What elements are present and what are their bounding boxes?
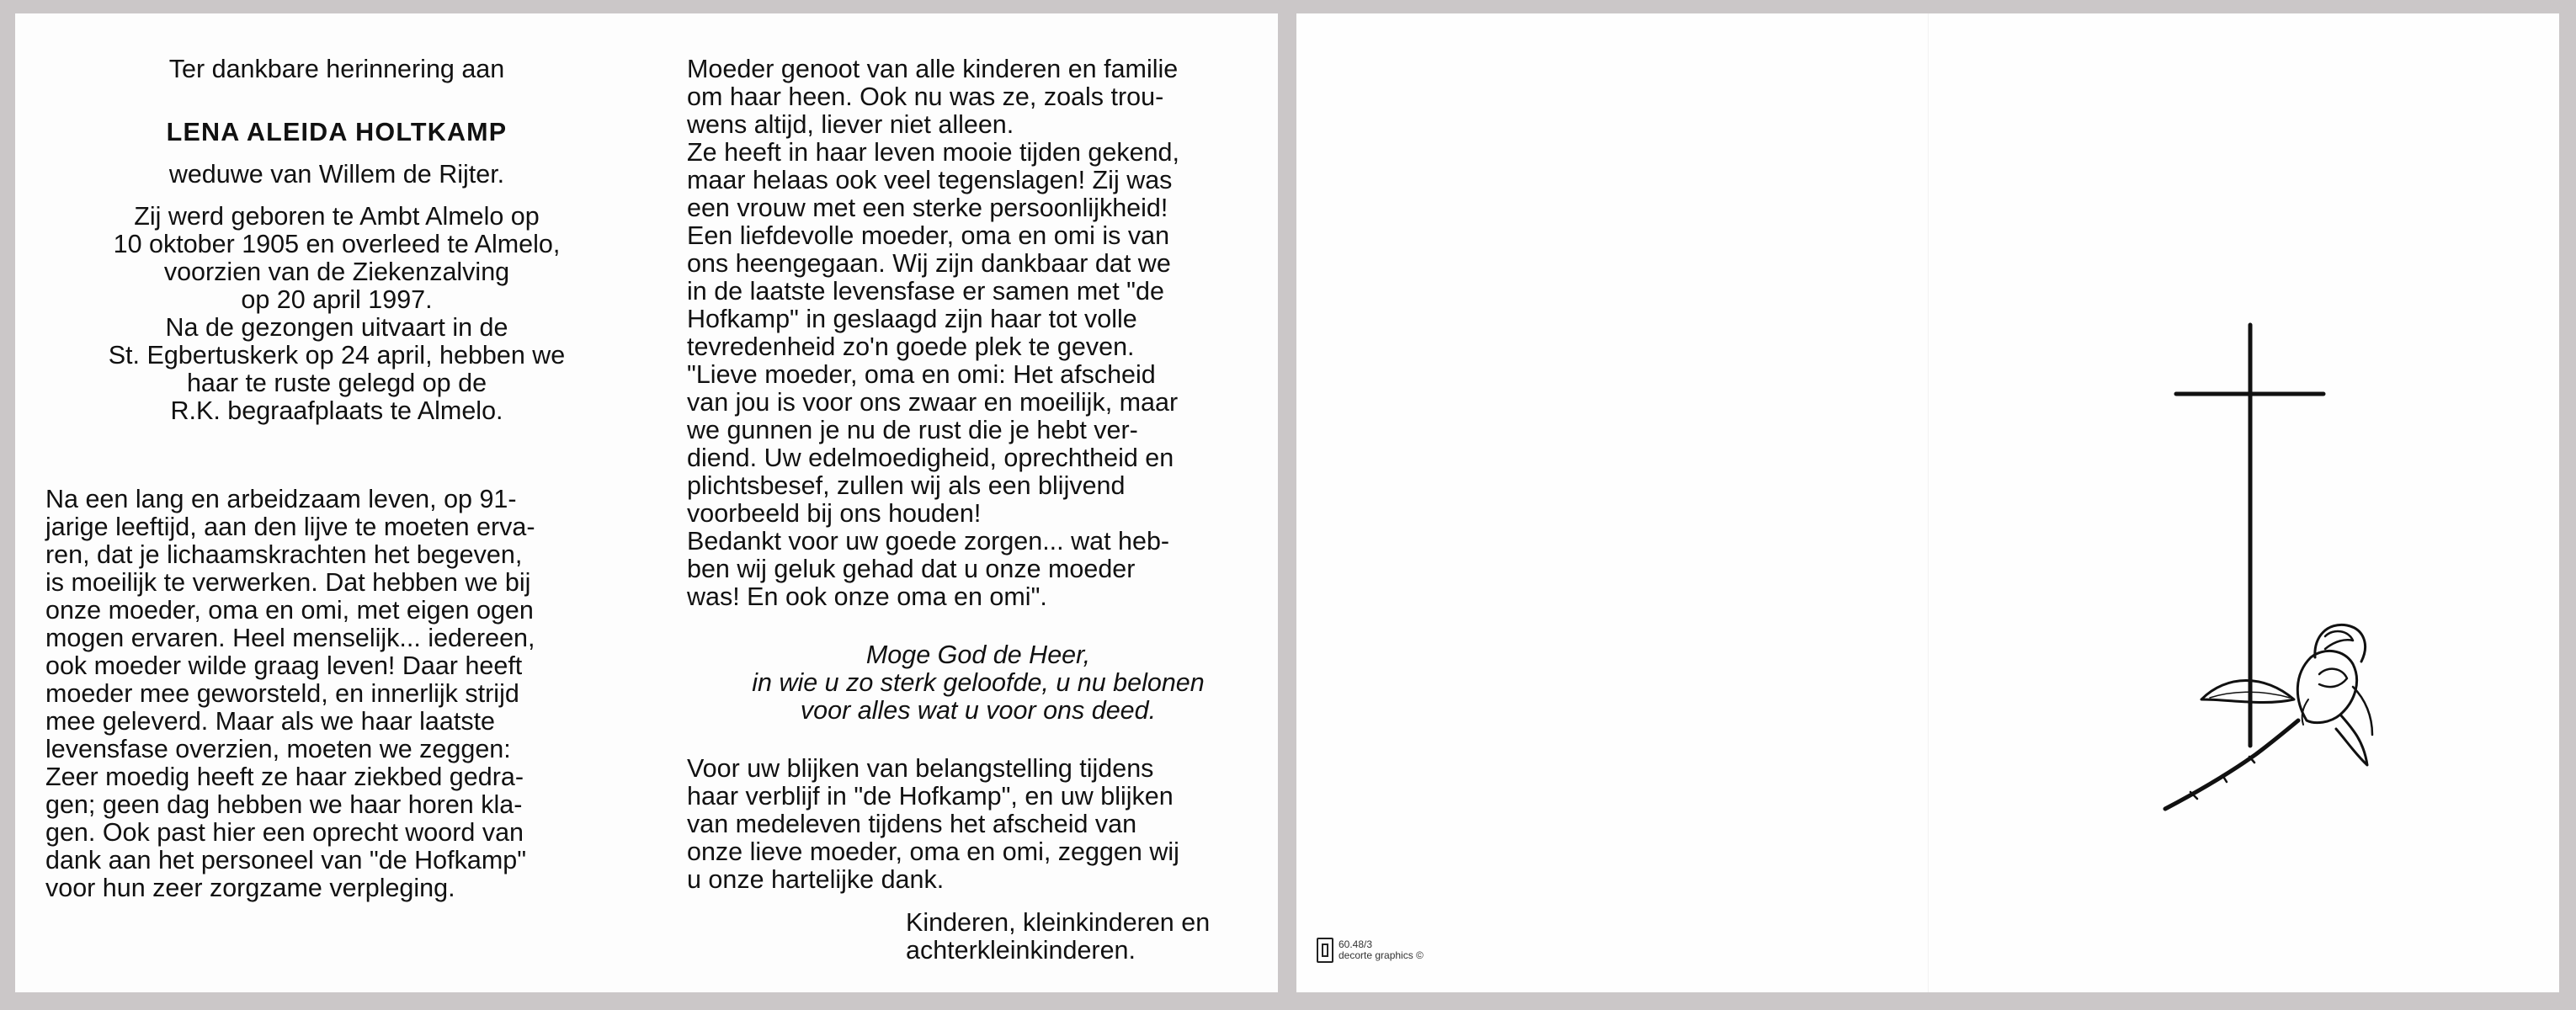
- prayer-line: Moge God de Heer,: [865, 641, 1091, 669]
- widow-line: weduwe van Willem de Rijter.: [168, 160, 505, 189]
- thanks-line: onze lieve moeder, oma en omi, zeggen wij: [687, 837, 1179, 866]
- prayer-line: voor alles wat u voor ons deed.: [800, 696, 1157, 725]
- story-line: Na een lang en arbeidzaam leven, op 91-: [45, 485, 517, 513]
- tribute-line: voorbeeld bij ons houden!: [687, 499, 982, 528]
- story-line: gen; geen dag hebben we haar horen kla-: [45, 790, 523, 819]
- story-line: ook moeder wilde graag leven! Daar heeft: [45, 651, 523, 680]
- left-text-column: [45, 56, 628, 902]
- birth-line: 10 oktober 1905 en overleed te Almelo,: [113, 230, 561, 258]
- card-inside-spread: [15, 13, 1278, 992]
- story-line: ren, dat je lichaamskrachten het begeven,: [45, 540, 523, 569]
- thanks-paragraph: [687, 755, 1269, 894]
- tribute-line: wens altijd, liever niet alleen.: [687, 110, 1014, 139]
- tribute-line: "Lieve moeder, oma en omi: Het afscheid: [687, 360, 1156, 389]
- story-line: gen. Ook past hier een oprecht woord van: [45, 818, 524, 847]
- fold-crease: [1928, 13, 1929, 992]
- publisher-code: 60.48/3: [1339, 938, 1373, 950]
- thanks-line: haar verblijf in "de Hofkamp", en uw blijken: [687, 782, 1174, 811]
- deceased-name: LENA ALEIDA HOLTKAMP: [166, 118, 508, 146]
- prayer-block: [687, 641, 1269, 725]
- tribute-line: om haar heen. Ook nu was ze, zoals trou-: [687, 82, 1164, 111]
- publisher-imprint: [1317, 938, 1424, 963]
- tribute-line: was! En ook onze oma en omi".: [687, 582, 1047, 611]
- thanks-line: u onze hartelijke dank.: [687, 865, 945, 894]
- story-line: Zeer moedig heeft ze haar ziekbed gedra-: [45, 763, 524, 791]
- funeral-line: R.K. begraafplaats te Almelo.: [170, 396, 503, 425]
- tribute-line: Ze heeft in haar leven mooie tijden gekend,: [687, 138, 1179, 167]
- tribute-line: maar helaas ook veel tegenslagen! Zij was: [687, 166, 1173, 194]
- tribute-paragraph: [687, 56, 1269, 611]
- tribute-line: Moeder genoot van alle kinderen en familie: [687, 55, 1179, 83]
- tribute-line: een vrouw met een sterke persoonlijkheid!: [687, 194, 1168, 222]
- story-line: voor hun zeer zorgzame verpleging.: [45, 874, 455, 902]
- story-line: is moeilijk te verwerken. Dat hebben we bij: [45, 568, 531, 597]
- tribute-line: Een liefdevolle moeder, oma en omi is van: [687, 221, 1170, 250]
- birth-death-block: [45, 203, 628, 425]
- cross-with-rose-icon: [2147, 304, 2382, 817]
- story-line: dank aan het personeel van "de Hofkamp": [45, 846, 527, 874]
- story-line: levensfase overzien, moeten we zeggen:: [45, 735, 511, 763]
- birth-line: Zij werd geboren te Ambt Almelo op: [134, 202, 540, 231]
- story-line: onze moeder, oma en omi, met eigen ogen: [45, 596, 534, 625]
- publisher-logo-icon: [1317, 938, 1333, 963]
- tribute-line: Hofkamp" in geslaagd zijn haar tot volle: [687, 305, 1137, 333]
- signature-block: [687, 909, 1269, 965]
- prayer-line: in wie u zo sterk geloofde, u nu belonen: [752, 668, 1205, 697]
- tribute-line: tevredenheid zo'n goede plek te geven.: [687, 332, 1135, 361]
- publisher-name: decorte graphics ©: [1339, 949, 1424, 961]
- thanks-line: van medeleven tijdens het afscheid van: [687, 810, 1137, 838]
- life-story-paragraph: [45, 486, 628, 902]
- tribute-line: in de laatste levensfase er samen met "de: [687, 277, 1164, 306]
- tribute-line: we gunnen je nu de rust die je hebt ver-: [687, 416, 1138, 444]
- tribute-line: diend. Uw edelmoedigheid, oprechtheid en: [687, 444, 1174, 472]
- signature-line: achterkleinkinderen.: [906, 936, 1136, 965]
- funeral-line: Na de gezongen uitvaart in de: [165, 313, 508, 342]
- thanks-line: Voor uw blijken van belangstelling tijdens: [687, 754, 1154, 783]
- story-line: mogen ervaren. Heel menselijk... iedereen,: [45, 624, 535, 652]
- funeral-line: St. Egbertuskerk op 24 april, hebben we: [108, 341, 566, 369]
- funeral-line: haar te ruste gelegd op de: [186, 369, 487, 397]
- signature-line: Kinderen, kleinkinderen en: [906, 908, 1211, 937]
- tribute-line: ben wij geluk gehad dat u onze moeder: [687, 555, 1136, 583]
- right-text-column: [687, 56, 1269, 965]
- tribute-line: ons heengegaan. Wij zijn dankbaar dat we: [687, 249, 1171, 278]
- birth-line: op 20 april 1997.: [241, 285, 433, 314]
- story-line: moeder mee geworsteld, en innerlijk strijd: [45, 679, 519, 708]
- story-line: jarige leeftijd, aan den lijve te moeten erva-: [45, 513, 535, 541]
- birth-line: voorzien van de Ziekenzalving: [163, 258, 510, 286]
- dedication-line: Ter dankbare herinnering aan: [168, 55, 505, 83]
- tribute-line: van jou is voor ons zwaar en moeilijk, maar: [687, 388, 1179, 417]
- story-line: mee geleverd. Maar als we haar laatste: [45, 707, 496, 736]
- card-back-page: [1296, 13, 2559, 992]
- publisher-text: [1339, 939, 1424, 961]
- tribute-line: plichtsbesef, zullen wij als een blijvend: [687, 471, 1126, 500]
- tribute-line: Bedankt voor uw goede zorgen... wat heb-: [687, 527, 1170, 556]
